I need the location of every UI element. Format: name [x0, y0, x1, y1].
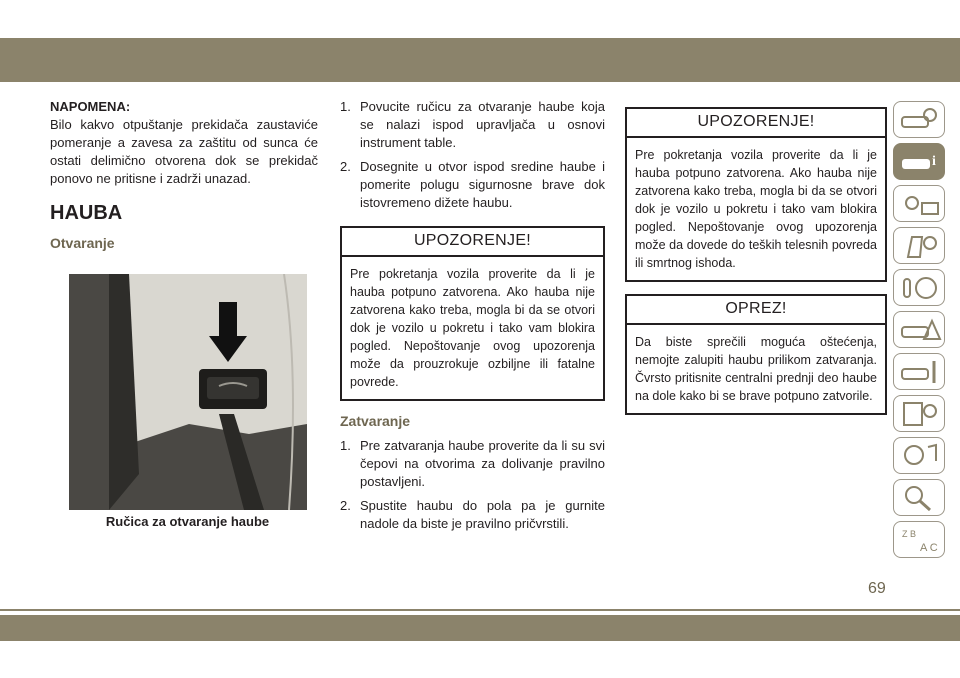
warning-lights-icon[interactable] — [893, 185, 945, 222]
car-emergency-icon[interactable] — [893, 311, 945, 348]
column-2 — [340, 98, 605, 539]
note-label: NAPOMENA: — [50, 99, 131, 114]
specifications-icon[interactable] — [893, 395, 945, 432]
caution-text: Da biste sprečili moguća oštećenja, nemojte zalupiti haubu prilikom zatvaranja. Čvrsto pritisnite centralni prednji deo haube na dole kako bi se brave potpuno zatvorile. — [635, 335, 877, 403]
bottom-rule — [0, 609, 960, 611]
closing-steps — [340, 437, 605, 533]
closing-heading: Zatvaranje — [340, 413, 411, 429]
photo-caption: Ručica za otvaranje haube — [105, 514, 270, 529]
svg-text:Z B: Z B — [902, 529, 917, 539]
page-number: 69 — [868, 580, 886, 597]
warning-title: UPOZORENJE! — [342, 228, 603, 257]
hood-release-photo — [69, 274, 307, 510]
car-search-icon[interactable] — [893, 101, 945, 138]
airbag-seat-icon[interactable] — [893, 227, 945, 264]
closing-warning-box — [625, 107, 887, 282]
magnifier-icon[interactable] — [893, 479, 945, 516]
svg-text:A C: A C — [920, 542, 938, 554]
opening-steps — [340, 98, 605, 212]
bottom-band — [0, 615, 960, 641]
alphabet-index-icon[interactable] — [893, 521, 945, 558]
caution-box — [625, 294, 887, 415]
multimedia-icon[interactable] — [893, 437, 945, 474]
column-3 — [625, 107, 887, 415]
steering-wheel-icon[interactable] — [893, 269, 945, 306]
car-info-icon[interactable] — [893, 143, 945, 180]
section-title: HAUBA — [50, 202, 123, 224]
list-item: 1. Povucite ručicu za otvaranje haube koja se nalazi ispod upravljača u osnovi instrument table. — [340, 99, 605, 150]
warning-text: Pre pokretanja vozila proverite da li je hauba potpuno zatvorena. Ako hauba nije zatvorena kako treba, mogla bi da se otvori dok je vozilo u pokretu i tako vam blokira pogled. Nepoštovanje ovog upozorenja može da prouzrokuje ozbiljne ili fatalne povrede. — [350, 267, 595, 389]
list-item: 2. Dosegnite u otvor ispod sredine haube i pomerite polugu sigurnosne brave dok istovremeno dižete haubu. — [340, 159, 605, 210]
svg-text:i: i — [932, 154, 936, 169]
opening-heading: Otvaranje — [50, 235, 115, 251]
list-item: 2. Spustite haubu do pola pa je gurnite nadole da biste je pravilno pričvrstili. — [340, 498, 605, 531]
car-wrench-icon[interactable] — [893, 353, 945, 390]
warning-text: Pre pokretanja vozila proverite da li je hauba potpuno zatvorena. Ako hauba nije zatvorena kako treba, mogla bi da se otvori dok je vozilo u pokretu i tako vam blokira pogled. Nepoštovanje ovog upozorenja može da dovede do teških telesnih povreda ili smrtnog ishoda. — [635, 148, 877, 270]
note-text: Bilo kakvo otpuštanje prekidača zaustaviće pomeranje a zavesa za zaštitu od sunca će ostati delimično otvorena dok se prekidač ponovo ne pritisne i zadrži unazad. — [50, 117, 318, 186]
warning-title: UPOZORENJE! — [627, 109, 885, 138]
column-1 — [50, 98, 318, 251]
top-band — [0, 38, 960, 82]
caution-title: OPREZ! — [627, 296, 885, 325]
chapter-tabs — [893, 101, 945, 563]
opening-warning-box — [340, 226, 605, 401]
list-item: 1. Pre zatvaranja haube proverite da li su svi čepovi na otvorima za dolivanje pravilno postavljeni. — [340, 438, 605, 489]
